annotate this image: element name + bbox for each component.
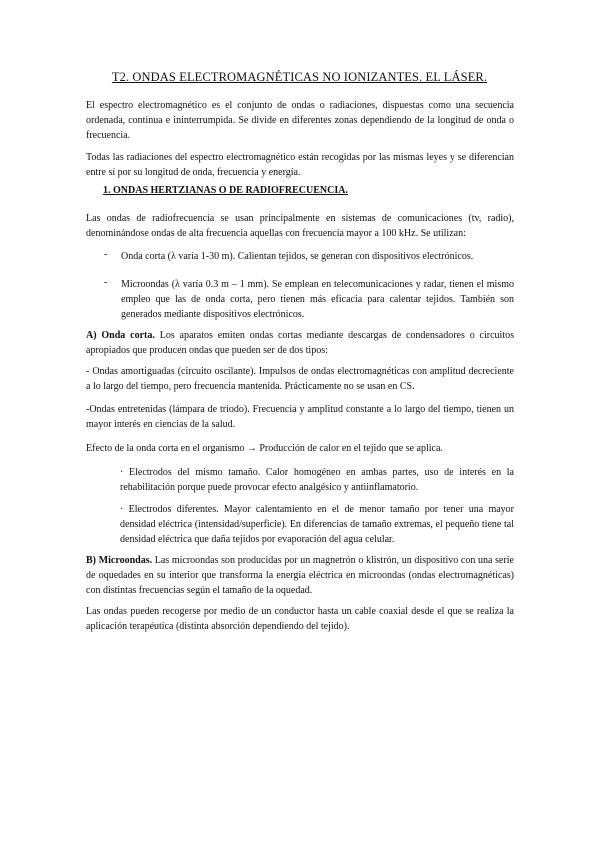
microondas-label: B) Microondas. [86, 555, 153, 566]
efecto-onda-corta-paragraph: Efecto de la onda corta en el organismo → Producción de calor en el tejido que se aplica. [86, 443, 443, 454]
onda-corta-label: A) Onda corta. [86, 330, 155, 341]
radiofrecuencia-paragraph: Las ondas de radiofrecuencia se usan principalmente en sistemas de comunicaciones (tv, radio), denominándose ondas de alta frecuencia aquellas con frecuencia mayor a 100 kHz. Se utilizan: [86, 213, 514, 239]
electrodos-mismo-tamano: · Electrodos del mismo tamaño. Calor homogéneo en ambas partes, uso de interés en la rehabilitación porque puede provocar efecto analgésico y antiinflamatorio. [120, 467, 514, 493]
microondas-text: Las microondas son producidas por un magnetrón o klistrón, un dispositivo con una serie de oquedades en su interior que transforma la energía eléctrica en microondas (ondas electromagnéticas) con distintas frecuencias según el tamaño de la oquedad. [86, 555, 514, 596]
page-title: T2. ONDAS ELECTROMAGNÉTICAS NO IONIZANTES. EL LÁSER. [111, 70, 488, 84]
microondas-paragraph [86, 553, 514, 598]
list-item-microondas: Microondas (λ varía 0.3 m – 1 mm). Se emplean en telecomunicaciones y radar, tienen el mismo empleo que las de onda corta, pero tienen más eficacia para calentar tejidos. También son generados mediante dispositivos electrónicos. [121, 279, 514, 320]
intro-paragraph-2: Todas las radiaciones del espectro electromagnético están recogidas por las mismas leyes y se diferencian entre sí por su longitud de onda, frecuencia y energía. [86, 152, 514, 178]
section-heading-radiofrecuencia: 1. ONDAS HERTZIANAS O DE RADIOFRECUENCIA. [103, 185, 348, 196]
ondas-amortiguadas-paragraph: - Ondas amortiguadas (circuito oscilante). Impulsos de ondas electromagnéticas con amplitud decreciente a lo largo del tiempo, pero frecuencia mantenida. Prácticamente no se usan en CS. [86, 366, 514, 392]
electrodos-diferentes: · Electrodos diferentes. Mayor calentamiento en el de menor tamaño por tener una mayor densidad eléctrica (intensidad/superficie). En diferencias de tamaño extremas, el pequeño tiene tal densidad eléctrica que daña tejidos por evaporación del agua celular. [120, 504, 514, 545]
cable-coaxial-paragraph: Las ondas pueden recogerse por medio de un conductor hasta un cable coaxial desde el que se realiza la aplicación terapéutica (distinta absorción dependiendo del tejido). [86, 606, 514, 632]
onda-corta-text: Los aparatos emiten ondas cortas mediante descargas de condensadores o circuitos apropiados que producen ondas que pueden ser de dos tipos: [86, 330, 514, 356]
onda-corta-paragraph [86, 328, 514, 358]
list-bullet-dash: - [104, 249, 108, 260]
list-item-onda-corta: Onda corta (λ varía 1-30 m). Calientan tejidos, se generan con dispositivos electrónicos. [121, 251, 474, 262]
list-bullet-dash: - [104, 277, 108, 288]
intro-paragraph-1: El espectro electromagnético es el conjunto de ondas o radiaciones, dispuestas como una secuencia ordenada, continua e ininterrumpida. Se divide en diferentes zonas dependiendo de la longitud de onda o frecuencia. [86, 100, 514, 141]
ondas-entretenidas-paragraph: -Ondas entretenidas (lámpara de triodo). Frecuencia y amplitud constante a lo largo del tiempo, tienen un mayor interés en ciencias de la salud. [86, 404, 514, 430]
